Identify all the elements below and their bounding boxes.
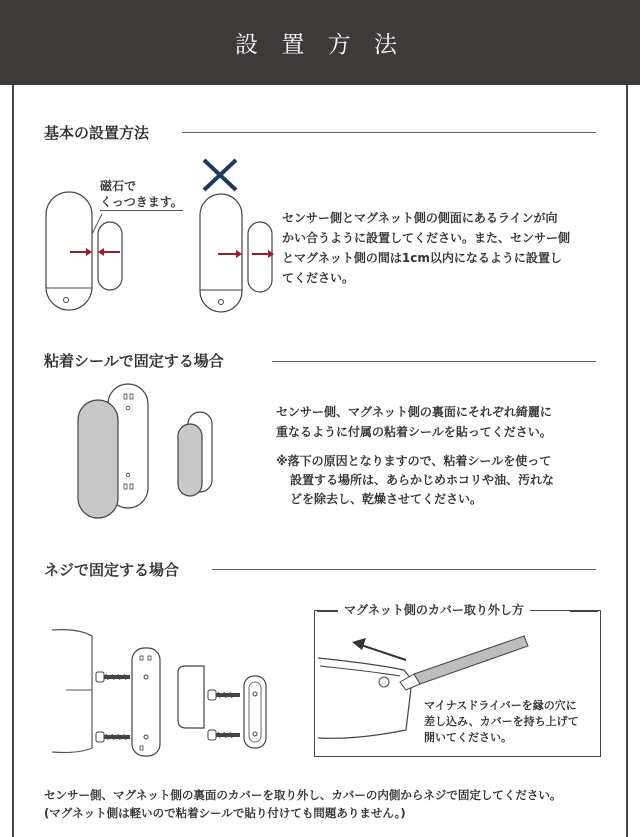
sticker-line-2: 重なるように付属の粘着シールを貼ってください。 [276, 425, 552, 439]
basic-line-3: とマグネット側の間は1cm以内になるように設置し [282, 251, 562, 265]
arrow-icon [352, 638, 366, 650]
sticker-note [276, 452, 554, 509]
page-title: 設 置 方 法 [235, 32, 405, 58]
basic-illustration [40, 150, 280, 320]
sticker-illustration [72, 380, 222, 520]
sticker-instructions [276, 402, 552, 442]
section-screw-title: ネジで固定する場合 [44, 561, 180, 579]
screw-icon [96, 672, 130, 682]
cover-removal-note [424, 698, 579, 746]
basic-line-2: かい合うように設置してください。また、センサー側 [282, 231, 571, 245]
magnet-housing [178, 666, 204, 728]
screw-line-1: センサー側、マグネット側の裏面のカバーを取り外し、カバーの内側からネジで固定してください。 [44, 788, 562, 802]
section-basic-rule [182, 132, 596, 133]
section-basic-title: 基本の設置方法 [44, 124, 150, 142]
basic-line-1: センサー側とマグネット側の側面にあるラインが向 [282, 211, 558, 225]
basic-instructions [282, 208, 570, 288]
magnet-sticker [178, 424, 202, 496]
screw-line-2: (マグネット側は軽いので粘着シールで貼り付けても問題ありません。) [44, 806, 406, 820]
page-header [0, 0, 640, 85]
cover-note-2: 差し込み、カバーを持ち上げて [424, 715, 579, 728]
sensor-sticker [78, 400, 118, 518]
screw-illustration [48, 620, 288, 760]
sticker-line-1: センサー側、マグネット側の裏面にそれぞれ綺麗に [276, 405, 552, 419]
magnet-body-correct [98, 222, 122, 290]
sticker-note-1: ※落下の原因となりますので、粘着シールを使って [276, 454, 552, 468]
section-sticker-rule [272, 361, 596, 362]
section-sticker-title: 粘着シールで固定する場合 [44, 352, 224, 370]
magnet-label-line2: くっつきます。 [100, 195, 183, 209]
sticker-note-2: 設置する場所は、あらかじめホコリや油、汚れな [290, 473, 555, 487]
cover-title-rule-left [317, 611, 339, 612]
cover-note-3: 開いてください。 [424, 731, 512, 744]
basic-line-4: てください。 [282, 271, 355, 285]
sticker-note-3: どを除去し、乾燥させてください。 [290, 492, 483, 506]
magnet-cover [244, 676, 266, 748]
screw-instructions [44, 786, 561, 822]
cover-removal-title: マグネット側のカバー取り外し方 [338, 601, 530, 618]
cover-note-1: マイナスドライバーを縁の穴に [424, 699, 577, 712]
cover-title-rule-right [570, 611, 598, 612]
sensor-cover [132, 648, 160, 756]
section-screw-rule [212, 569, 596, 570]
magnet-label-line1: 磁石で [100, 179, 137, 193]
